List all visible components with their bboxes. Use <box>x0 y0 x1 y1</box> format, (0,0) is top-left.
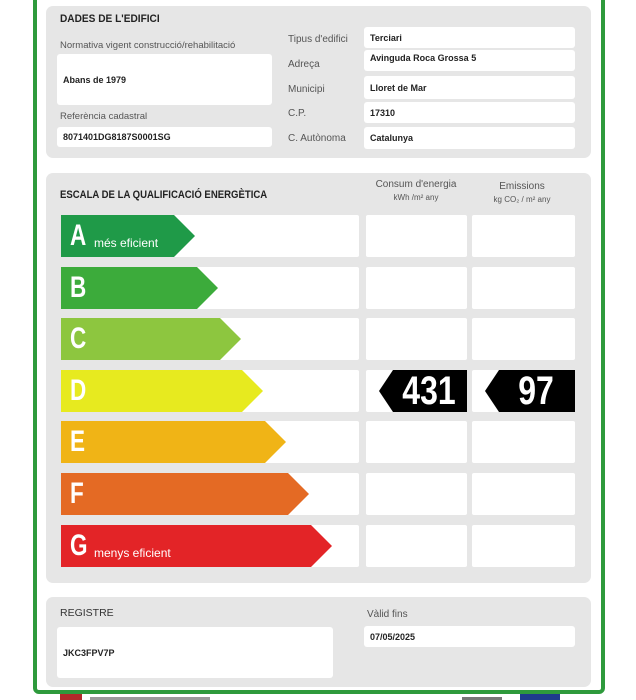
energy-class-letter: B <box>70 271 87 304</box>
energy-class-bar-g <box>61 525 332 567</box>
emissions-cell-b <box>472 267 575 309</box>
emissions-cell-f <box>472 473 575 515</box>
emissions-rating-badge <box>485 370 575 412</box>
energy-class-bar-a <box>61 215 195 257</box>
consumption-cell-a <box>366 215 467 257</box>
registry-value: JKC3FPV7P <box>57 627 333 678</box>
energy-class-caption: més eficient <box>94 236 159 250</box>
energy-class-letter: G <box>70 529 88 562</box>
emissions-header <box>472 180 572 206</box>
energy-scale-title: ESCALA DE LA QUALIFICACIÓ ENERGÈTICA <box>60 189 268 201</box>
valid-until-label: Vàlid fins <box>367 609 408 620</box>
emissions-cell-a <box>472 215 575 257</box>
consumption-cell-b <box>366 267 467 309</box>
energy-class-arrow-e <box>61 421 286 463</box>
energy-class-bar-e <box>61 421 286 463</box>
consumption-cell-c <box>366 318 467 360</box>
energy-class-arrow-c <box>61 318 241 360</box>
emissions-unit: kg CO₂ / m² any <box>493 195 551 204</box>
postal-code-value: 17310 <box>364 102 575 123</box>
cadastral-label: Referència cadastral <box>60 111 148 122</box>
consumption-unit: kWh /m² any <box>393 193 439 202</box>
building-type-value: Terciari <box>364 27 575 48</box>
footer-logo-left <box>60 694 82 700</box>
address-value: Avinguda Roca Grossa 5 <box>364 50 575 71</box>
cadastral-value: 8071401DG8187S0001SG <box>57 127 272 147</box>
valid-until-value: 07/05/2025 <box>364 626 575 647</box>
regulation-label: Normativa vigent construcció/rehabilitació <box>60 40 236 51</box>
regulation-value: Abans de 1979 <box>57 54 272 105</box>
consumption-cell-g <box>366 525 467 567</box>
region-label: C. Autònoma <box>288 133 346 144</box>
emissions-rating-value: 97 <box>518 369 554 413</box>
municipality-label: Municipi <box>288 84 325 95</box>
emissions-cell-g <box>472 525 575 567</box>
energy-class-arrow-f <box>61 473 309 515</box>
registry-label: REGISTRE <box>60 607 114 619</box>
consumption-rating-badge <box>379 370 467 412</box>
emissions-header-label: Emissions <box>499 181 545 192</box>
energy-class-caption: menys eficient <box>94 546 171 560</box>
energy-class-letter: A <box>70 219 87 252</box>
consumption-cell-e <box>366 421 467 463</box>
region-value: Catalunya <box>364 127 575 149</box>
consumption-cell-f <box>366 473 467 515</box>
energy-class-letter: D <box>70 374 87 407</box>
energy-class-arrow-d <box>61 370 263 412</box>
consumption-header-label: Consum d'energia <box>375 179 457 190</box>
energy-class-letter: C <box>70 322 87 355</box>
energy-class-bar-f <box>61 473 309 515</box>
footer-flag <box>520 694 560 700</box>
address-label: Adreça <box>288 59 320 70</box>
emissions-cell-e <box>472 421 575 463</box>
postal-code-label: C.P. <box>288 108 307 119</box>
emissions-cell-c <box>472 318 575 360</box>
building-section-title: DADES DE L'EDIFICI <box>60 13 160 25</box>
energy-class-letter: E <box>70 425 86 458</box>
municipality-value: Lloret de Mar <box>364 76 575 99</box>
building-type-label: Tipus d'edifici <box>288 34 348 45</box>
consumption-header <box>366 178 466 204</box>
energy-class-bar-c <box>61 318 241 360</box>
energy-class-letter: F <box>70 477 84 510</box>
consumption-rating-value: 431 <box>402 369 456 413</box>
energy-class-bar-b <box>61 267 218 309</box>
energy-class-bar-d <box>61 370 263 412</box>
